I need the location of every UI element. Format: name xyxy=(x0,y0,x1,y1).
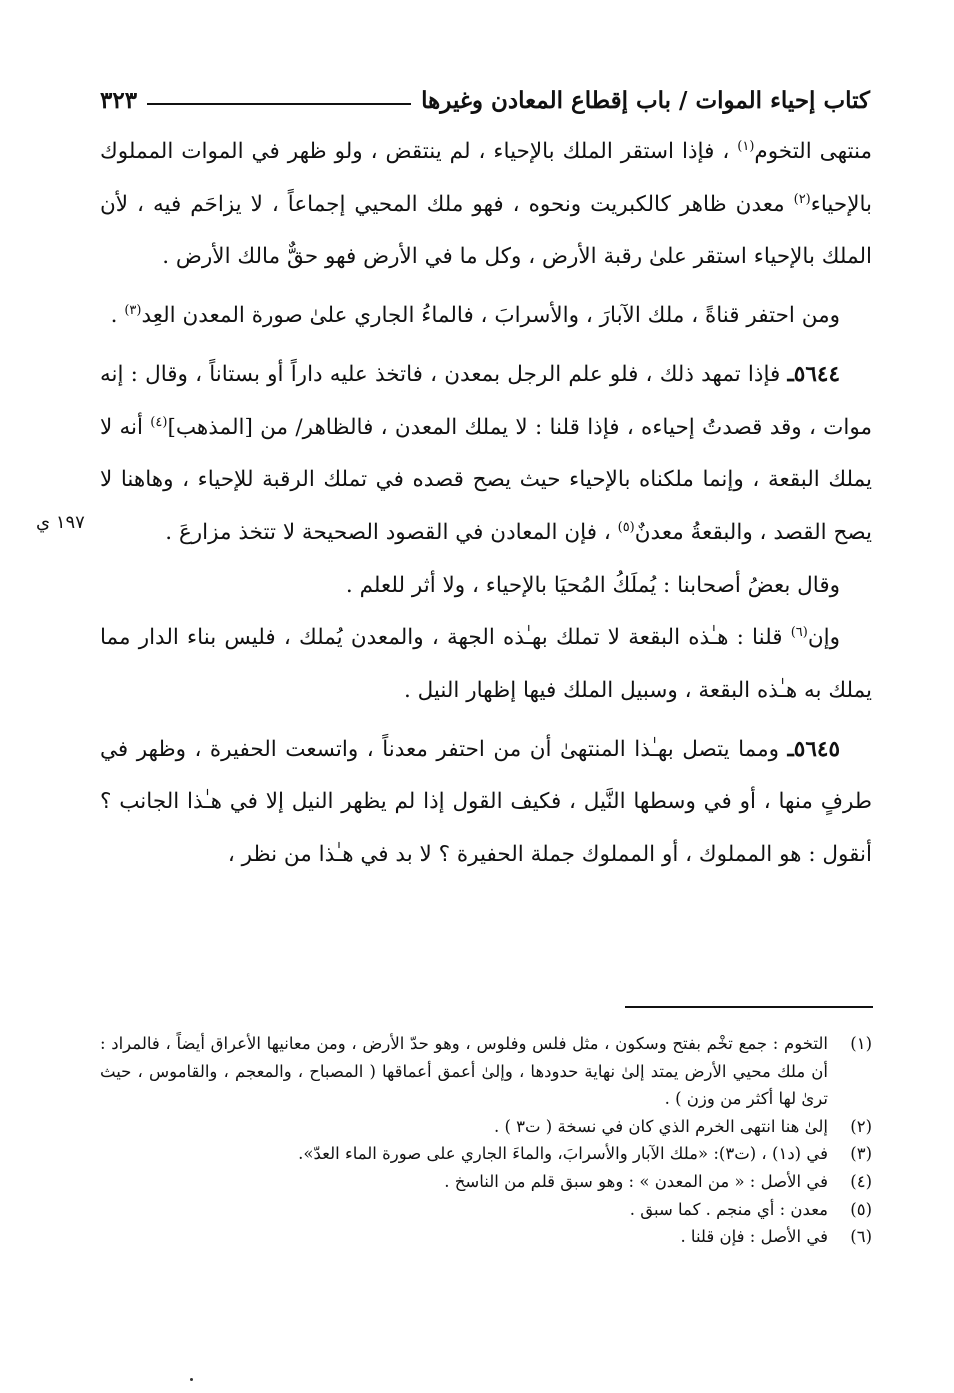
paragraph-6 xyxy=(100,724,872,882)
header-title: كتاب إحياء الموات / باب إقطاع المعادن وغيرها xyxy=(421,86,870,114)
section-number: ٥٦٤٥ـ xyxy=(787,736,840,762)
footnote-ref: (٥) xyxy=(617,519,635,535)
paragraph-1 xyxy=(100,126,872,284)
footnote-ref: (٤) xyxy=(150,414,168,430)
footnote-number: (٤) xyxy=(850,1171,872,1191)
text-run: قلنا : هـٰذه البقعة لا تملك بهـٰذه الجهة ، والمعدن يُملك ، فليس بناء الدار مما يملك به هـٰذه البقعة ، وسبيل الملك فيها إظهار النيل . xyxy=(100,625,872,704)
paragraph-2 xyxy=(100,290,872,343)
main-text xyxy=(100,126,872,882)
text-run: ، فإن المعادن في القصود الصحيحة لا تتخذ مزارعَ . xyxy=(165,519,618,545)
footnote-text: في الأصل : « من المعدن » : وهو سبق قلم من الناسخ . xyxy=(444,1171,828,1191)
text-run: . xyxy=(110,303,125,329)
paragraph-3 xyxy=(100,349,872,560)
text-run: ومما يتصل بهـٰذا المنتهىٰ أن من احتفر معدناً ، واتسعت الحفيرة ، وظهر في طرفٍ منها ، أو في وسطها النَّيل ، فكيف القول إذا لم يظهر النيل إلا في هـٰذا الجانب ؟ أنقول : هو المملوك ، أو المملوك جملة الحفيرة ؟ لا بد في هـٰذا من نظر ، xyxy=(100,736,872,868)
footnote-ref: (١) xyxy=(737,138,755,154)
paragraph-5 xyxy=(100,612,872,717)
text-run: فإذا تمهد ذلك ، فلو علم الرجل بمعدن ، فاتخذ عليه داراً أو بستاناً ، وقال : إنه موات ، وقد قصدتُ إحياءه ، فإذا قلنا : لا يملك المعدن ، فالظاهر/ من [المذهب] xyxy=(100,361,872,440)
footnote xyxy=(100,1030,872,1113)
footnote xyxy=(100,1168,872,1196)
running-header xyxy=(100,82,870,118)
text-run: وإن xyxy=(807,625,840,651)
footnote xyxy=(100,1140,872,1168)
text-run: وقال بعضُ أصحابنا : يُملَكُ المُحيَا بالإحياء ، ولا أثر للعلم . xyxy=(345,572,840,598)
footnote-ref: (٦) xyxy=(790,625,808,641)
margin-folio-note: ١٩٧ ي xyxy=(36,512,85,533)
footnote-ref: (٣) xyxy=(124,302,142,318)
footnote-separator xyxy=(625,1006,873,1008)
footnote-text: في (د١) ، (ت٣): «ملك الآبار والأسرابَ، والماءَ الجاري على صورة الماء العدّ». xyxy=(298,1144,828,1164)
footnote xyxy=(100,1223,872,1251)
footnote-text: إلىٰ هنا انتهى الخرم الذي كان في نسخة ( ت٣ ) . xyxy=(493,1116,828,1136)
footnotes xyxy=(100,1030,872,1251)
text-run: ، فإذا استقر الملك بالإحياء ، لم ينتقض ، ولو ظهر في الموات المملوك بالإحياء xyxy=(100,139,872,217)
header-rule xyxy=(147,103,411,105)
footnote-number: (٢) xyxy=(850,1116,872,1136)
scan-speck xyxy=(190,1378,193,1381)
footnote-text: معدن : أي منجم . كما سبق . xyxy=(629,1199,828,1219)
footnote-number: (٥) xyxy=(850,1199,872,1219)
paragraph-4 xyxy=(100,560,872,613)
text-run: ومن احتفر قناةً ، ملك الآبارَ ، والأسرابَ ، فالماءُ الجاري علىٰ صورة المعدن العِد xyxy=(141,303,840,329)
text-run: أنه لا يملك البقعة ، وإنما ملكناه بالإحياء حيث يصح قصده في تملك الرقبة للإحياء ، وهاهنا لا يصح القصد ، والبقعةُ معدنٌ xyxy=(100,414,872,545)
footnote-number: (٦) xyxy=(850,1227,872,1247)
page-number: ٣٢٣ xyxy=(100,86,138,114)
footnote-number: (١) xyxy=(850,1034,872,1053)
footnote-number: (٣) xyxy=(850,1144,872,1164)
footnote-ref: (٢) xyxy=(793,191,811,207)
text-run: منتهى التخوم xyxy=(754,139,872,164)
footnote xyxy=(100,1113,872,1141)
footnote xyxy=(100,1196,872,1224)
footnote-text: في الأصل : فإن قلنا . xyxy=(680,1227,828,1247)
footnote-text: التخوم : جمع تخْم بفتح وسكون ، مثل فلس وفلوس ، وهو حدّ الأرض ، ومن معانيها الأعراق أيضاً ، فالمراد : أن ملك محيي الأرض يمتد إلىٰ نهاية حدودها ، وإلىٰ أعمق أعماقها ( المصباح ، والمعجم ، والقاموس ، حيث ترىٰ لها أكثر من وزن ) . xyxy=(100,1034,828,1109)
text-run: معدن ظاهر كالكبريت ونحوه ، فهو ملك المحيي إجماعاً ، لا يزاحَم فيه ، لأن الملك بالإحياء استقر علىٰ رقبة الأرض ، وكل ما في الأرض فهو حقٌّ مالك الأرض . xyxy=(100,191,872,270)
section-number: ٥٦٤٤ـ xyxy=(787,361,840,387)
